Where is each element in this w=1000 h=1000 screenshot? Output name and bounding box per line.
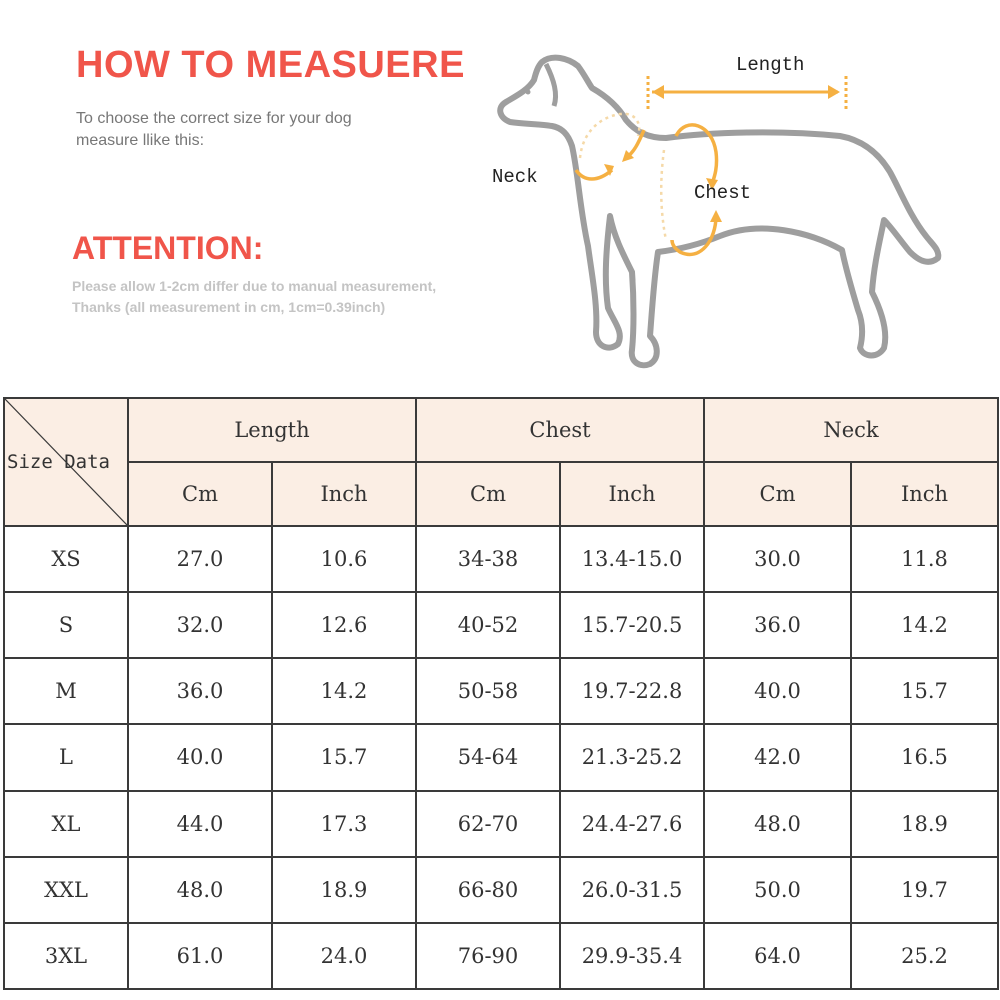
- size-cell: 3XL: [4, 923, 128, 989]
- size-data-corner-cell: [4, 398, 128, 526]
- note-line-2: Thanks (all measurement in cm, 1cm=0.39inch): [72, 299, 386, 315]
- table-cell: 19.7-22.8: [560, 658, 704, 724]
- dog-outline: [500, 58, 938, 366]
- length-arrow-head-left: [652, 85, 664, 99]
- table-cell: 61.0: [128, 923, 272, 989]
- size-cell: L: [4, 724, 128, 790]
- instructions-text: [76, 108, 406, 152]
- table-cell: 36.0: [704, 592, 851, 658]
- dog-ear: [546, 64, 556, 106]
- table-cell: 54-64: [416, 724, 560, 790]
- neck-arrow: [576, 170, 612, 179]
- table-cell: 21.3-25.2: [560, 724, 704, 790]
- table-row: [4, 658, 998, 724]
- table-cell: 14.2: [272, 658, 416, 724]
- corner-label: Size Data: [7, 451, 110, 473]
- table-cell: 24.0: [272, 923, 416, 989]
- chest-arrow-head-bottom: [710, 210, 722, 222]
- size-cell: XL: [4, 791, 128, 857]
- instructions-line-2: measure llike this:: [76, 132, 205, 149]
- table-cell: 10.6: [272, 526, 416, 592]
- table-cell: 76-90: [416, 923, 560, 989]
- table-cell: 30.0: [704, 526, 851, 592]
- table-cell: 19.7: [851, 857, 998, 923]
- table-cell: 64.0: [704, 923, 851, 989]
- unit-header-neck-cm: Cm: [704, 462, 851, 526]
- page-title: HOW TO MEASUERE: [76, 44, 465, 86]
- size-chart-table: [3, 397, 999, 990]
- instructions-line-1: To choose the correct size for your dog: [76, 110, 352, 127]
- table-cell: 27.0: [128, 526, 272, 592]
- unit-header-length-cm: Cm: [128, 462, 272, 526]
- length-arrow-head-right: [828, 85, 840, 99]
- table-cell: 34-38: [416, 526, 560, 592]
- table-cell: 42.0: [704, 724, 851, 790]
- table-cell: 32.0: [128, 592, 272, 658]
- table-cell: 40.0: [128, 724, 272, 790]
- table-cell: 48.0: [128, 857, 272, 923]
- table-cell: 40.0: [704, 658, 851, 724]
- table-cell: 15.7: [851, 658, 998, 724]
- note-line-1: Please allow 1-2cm differ due to manual measurement,: [72, 278, 437, 294]
- table-cell: 15.7: [272, 724, 416, 790]
- unit-header-chest-inch: Inch: [560, 462, 704, 526]
- table-row: [4, 791, 998, 857]
- size-cell: XXL: [4, 857, 128, 923]
- group-header-neck: Neck: [704, 398, 998, 462]
- table-row: [4, 526, 998, 592]
- table-cell: 48.0: [704, 791, 851, 857]
- group-header-length: Length: [128, 398, 416, 462]
- neck-label: Neck: [492, 166, 538, 188]
- measurement-note: [72, 276, 512, 318]
- size-cell: M: [4, 658, 128, 724]
- unit-header-length-inch: Inch: [272, 462, 416, 526]
- attention-heading: ATTENTION:: [72, 230, 264, 266]
- table-cell: 50-58: [416, 658, 560, 724]
- table-cell: 16.5: [851, 724, 998, 790]
- table-cell: 40-52: [416, 592, 560, 658]
- table-cell: 17.3: [272, 791, 416, 857]
- table-cell: 62-70: [416, 791, 560, 857]
- group-header-chest: Chest: [416, 398, 704, 462]
- unit-header-chest-cm: Cm: [416, 462, 560, 526]
- unit-header-neck-inch: Inch: [851, 462, 998, 526]
- table-row: [4, 923, 998, 989]
- table-cell: 14.2: [851, 592, 998, 658]
- table-row: [4, 724, 998, 790]
- dog-eye: [526, 90, 531, 95]
- table-cell: 50.0: [704, 857, 851, 923]
- table-cell: 18.9: [851, 791, 998, 857]
- table-cell: 29.9-35.4: [560, 923, 704, 989]
- size-cell: XS: [4, 526, 128, 592]
- table-row: [4, 857, 998, 923]
- dog-measurement-diagram: [480, 40, 950, 400]
- size-cell: S: [4, 592, 128, 658]
- table-cell: 11.8: [851, 526, 998, 592]
- table-cell: 66-80: [416, 857, 560, 923]
- table-cell: 44.0: [128, 791, 272, 857]
- table-row: [4, 592, 998, 658]
- table-cell: 13.4-15.0: [560, 526, 704, 592]
- table-cell: 24.4-27.6: [560, 791, 704, 857]
- table-cell: 18.9: [272, 857, 416, 923]
- table-cell: 36.0: [128, 658, 272, 724]
- chest-label: Chest: [694, 182, 752, 204]
- table-cell: 26.0-31.5: [560, 857, 704, 923]
- chest-dotted-loop: [661, 150, 666, 240]
- table-cell: 12.6: [272, 592, 416, 658]
- length-label: Length: [736, 54, 805, 76]
- table-cell: 25.2: [851, 923, 998, 989]
- table-cell: 15.7-20.5: [560, 592, 704, 658]
